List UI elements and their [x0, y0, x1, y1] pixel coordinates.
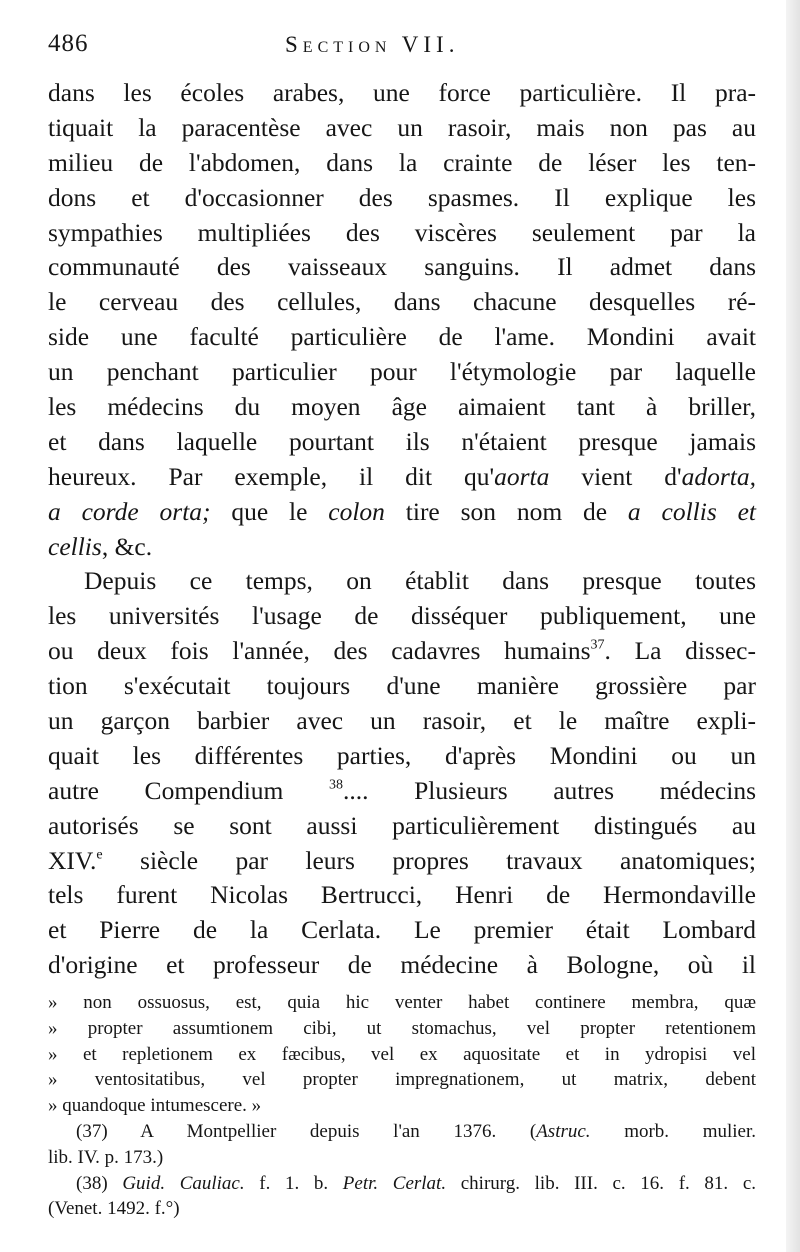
footnote-37	[48, 1119, 756, 1145]
footnote-quote-line: » quandoque intumescere. »	[48, 1095, 262, 1117]
text-line-with-italics	[48, 495, 756, 530]
text-line-with-note-ref	[48, 634, 756, 669]
text-line: le cerveau des cellules, dans chacune desquelles ré-	[48, 287, 756, 317]
footnote-38-continued: (Venet. 1492. f.°)	[48, 1198, 180, 1220]
text-run: (38)	[76, 1172, 123, 1194]
footnotes-block	[48, 990, 756, 1222]
paragraph-start-line: Depuis ce temps, on établit dans presque toutes	[84, 566, 756, 596]
text-run: , &c.	[101, 531, 153, 561]
text-line: un garçon barbier avec un rasoir, et le maître expli-	[48, 706, 756, 736]
text-line: dons et d'occasionner des spasmes. Il explique les	[48, 182, 756, 212]
text-line: tiquait la paracentèse avec un rasoir, mais non pas au	[48, 112, 756, 142]
text-run: f. 1. b.	[244, 1172, 343, 1194]
facing-page-edge	[786, 0, 800, 1252]
text-line: sympathies multipliées des viscères seulement par la	[48, 217, 756, 247]
text-line: les médecins du moyen âge aimaient tant à briller,	[48, 392, 756, 422]
text-run: .... Plusieurs autres médecins	[343, 775, 756, 805]
text-line: d'origine et professeur de médecine à Bologne, où il	[48, 950, 756, 980]
footnote-quote-line: » et repletionem ex fæcibus, vel ex aquositate et in ydropisi vel	[48, 1043, 756, 1065]
footnote-quote-line: » non ossuosus, est, quia hic venter habet continere membra, quæ	[48, 992, 756, 1013]
text-run: morb. mulier.	[590, 1120, 756, 1142]
italic-term: aorta	[494, 461, 550, 491]
text-line: et Pierre de la Cerlata. Le premier était Lombard	[48, 915, 756, 945]
italic-term: a collis et	[627, 496, 756, 526]
text-line: les universités l'usage de disséquer publiquement, une	[48, 601, 756, 631]
text-line: communauté des vaisseaux sanguins. Il admet dans	[48, 252, 756, 282]
text-line: et dans laquelle pourtant ils n'étaient presque jamais	[48, 426, 756, 456]
footnote-38	[48, 1171, 756, 1197]
text-run: siècle par leurs propres travaux anatomiques;	[102, 845, 756, 875]
text-run: . La dissec-	[604, 636, 756, 666]
superscript-e: e	[96, 847, 103, 863]
text-run: (37) A Montpellier depuis l'an 1376. (	[76, 1120, 537, 1142]
century-numeral: XIV.	[48, 845, 97, 875]
text-line-with-italics	[48, 460, 756, 495]
paragraph-end-line	[48, 530, 756, 565]
footnote-37-continued: lib. IV. p. 173.)	[48, 1146, 164, 1168]
text-run: heureux. Par exemple, il dit qu'	[48, 461, 495, 491]
italic-term: a corde orta;	[48, 496, 211, 526]
text-run: vient d'	[549, 461, 682, 491]
footnote-quote-line: » ventositatibus, vel propter impregnationem, ut matrix, debent	[48, 1069, 756, 1091]
italic-term: colon	[328, 496, 385, 526]
italic-term: adorta,	[681, 461, 756, 491]
text-run: que le	[210, 496, 329, 526]
text-line: un penchant particulier pour l'étymologie par laquelle	[48, 357, 756, 387]
text-line: quait les différentes parties, d'après Mondini ou un	[48, 740, 756, 770]
text-line: side une faculté particulière de l'ame. Mondini avait	[48, 322, 756, 352]
footnote-ref-37[interactable]: 37	[590, 637, 605, 653]
text-run: chirurg. lib. III. c. 16. f. 81. c.	[446, 1172, 756, 1194]
italic-term: cellis	[48, 531, 102, 561]
page-number: 486	[48, 30, 89, 57]
text-run: tire son nom de	[384, 496, 628, 526]
text-line: tion s'exécutait toujours d'une manière grossière par	[48, 671, 756, 701]
text-line-with-note-ref	[48, 774, 756, 809]
running-head: Section VII.	[285, 32, 460, 57]
footnote-quote-line: » propter assumtionem cibi, ut stomachus, vel propter retentionem	[48, 1017, 756, 1039]
text-run: autre Compendium	[48, 775, 329, 805]
page-header	[48, 30, 748, 70]
text-line-with-century	[48, 844, 756, 879]
italic-author: Petr. Cerlat.	[342, 1172, 447, 1194]
footnote-ref-38[interactable]: 38	[329, 777, 344, 793]
text-line: dans les écoles arabes, une force particulière. Il pra-	[48, 78, 756, 107]
italic-author: Astruc.	[536, 1120, 591, 1142]
text-line: autorisés se sont aussi particulièrement distingués au	[48, 810, 756, 840]
italic-author: Guid. Cauliac.	[122, 1172, 245, 1194]
text-line: tels furent Nicolas Bertrucci, Henri de Hermondaville	[48, 880, 756, 910]
text-line: milieu de l'abdomen, dans la crainte de léser les ten-	[48, 147, 756, 177]
main-text	[48, 76, 756, 983]
text-run: ou deux fois l'année, des cadavres humains	[48, 636, 591, 666]
